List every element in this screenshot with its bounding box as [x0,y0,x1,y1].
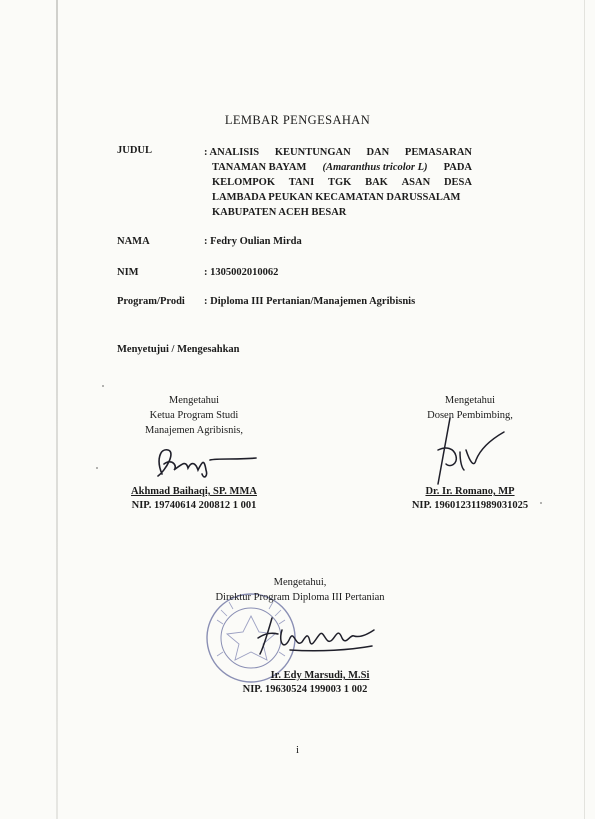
nim-label: NIM [117,267,139,278]
judul-word: DESA [443,177,472,188]
judul-word: TANI [288,177,315,188]
judul-word: KABUPATEN ACEH BESAR [212,207,347,218]
page-title: LEMBAR PENGESAHAN [224,113,371,127]
scan-speck [540,502,542,504]
judul-label: JUDUL [117,145,153,156]
role-line: Ketua Program Studi [149,410,239,421]
signatory-nip: NIP. 196012311989031025 [411,500,529,511]
judul-word: KELOMPOK [212,177,275,188]
judul-word: KEUNTUNGAN [274,147,351,158]
signatory-name: Akhmad Baihaqi, SP. MMA [131,486,257,497]
signatory-left-id [104,486,284,511]
judul-line-4 [204,190,472,205]
scan-speck [96,467,98,469]
role-line: Mengetahui, [273,577,327,588]
signatory-nip: NIP. 19630524 199003 1 002 [242,684,368,695]
judul-line-3 [204,175,472,190]
judul-word: PADA [443,162,472,173]
judul-word: TANAMAN BAYAM [212,162,307,173]
scan-speck [102,385,104,387]
signature-left [148,440,260,482]
judul-word: TGK [327,177,352,188]
nim-value: : 1305002010062 [204,267,279,278]
judul-word: ASAN [401,177,431,188]
nama-label: NAMA [117,236,150,247]
signature-center [250,608,380,660]
judul-word: BAK [365,177,388,188]
signatory-center-id [200,670,410,695]
role-line: Mengetahui [168,395,220,406]
signatory-nip: NIP. 19740614 200812 1 001 [131,500,257,511]
role-line: Dosen Pembimbing, [427,410,513,421]
signatory-left [108,393,280,438]
page-number: i [295,744,300,756]
signatory-name: Dr. Ir. Romano, MP [425,486,515,497]
judul-line-1 [204,145,472,160]
signatory-name: Ir. Edy Marsudi, M.Si [270,670,370,681]
signature-right [420,410,510,488]
role-line: Mengetahui [444,395,496,406]
signatory-center [200,575,400,605]
prodi-label: Program/Prodi [117,296,185,307]
judul-word: : ANALISIS [204,147,260,158]
role-line: Manajemen Agribisnis, [145,425,243,436]
judul-value [204,145,472,220]
signatory-right-id [395,486,545,511]
approval-heading: Menyetujui / Mengesahkan [117,344,240,355]
judul-line-5 [204,205,472,220]
judul-species: (Amaranthus tricolor L) [322,162,428,173]
role-line: Direktur Program Diploma III Pertanian [215,592,385,603]
judul-word: PEMASARAN [404,147,472,158]
prodi-value: : Diploma III Pertanian/Manajemen Agribisnis [204,296,416,307]
judul-word: LAMBADA PEUKAN KECAMATAN DARUSSALAM [212,192,461,203]
judul-line-2 [204,160,472,175]
judul-word: DAN [366,147,390,158]
nama-value: : Fedry Oulian Mirda [204,236,302,247]
